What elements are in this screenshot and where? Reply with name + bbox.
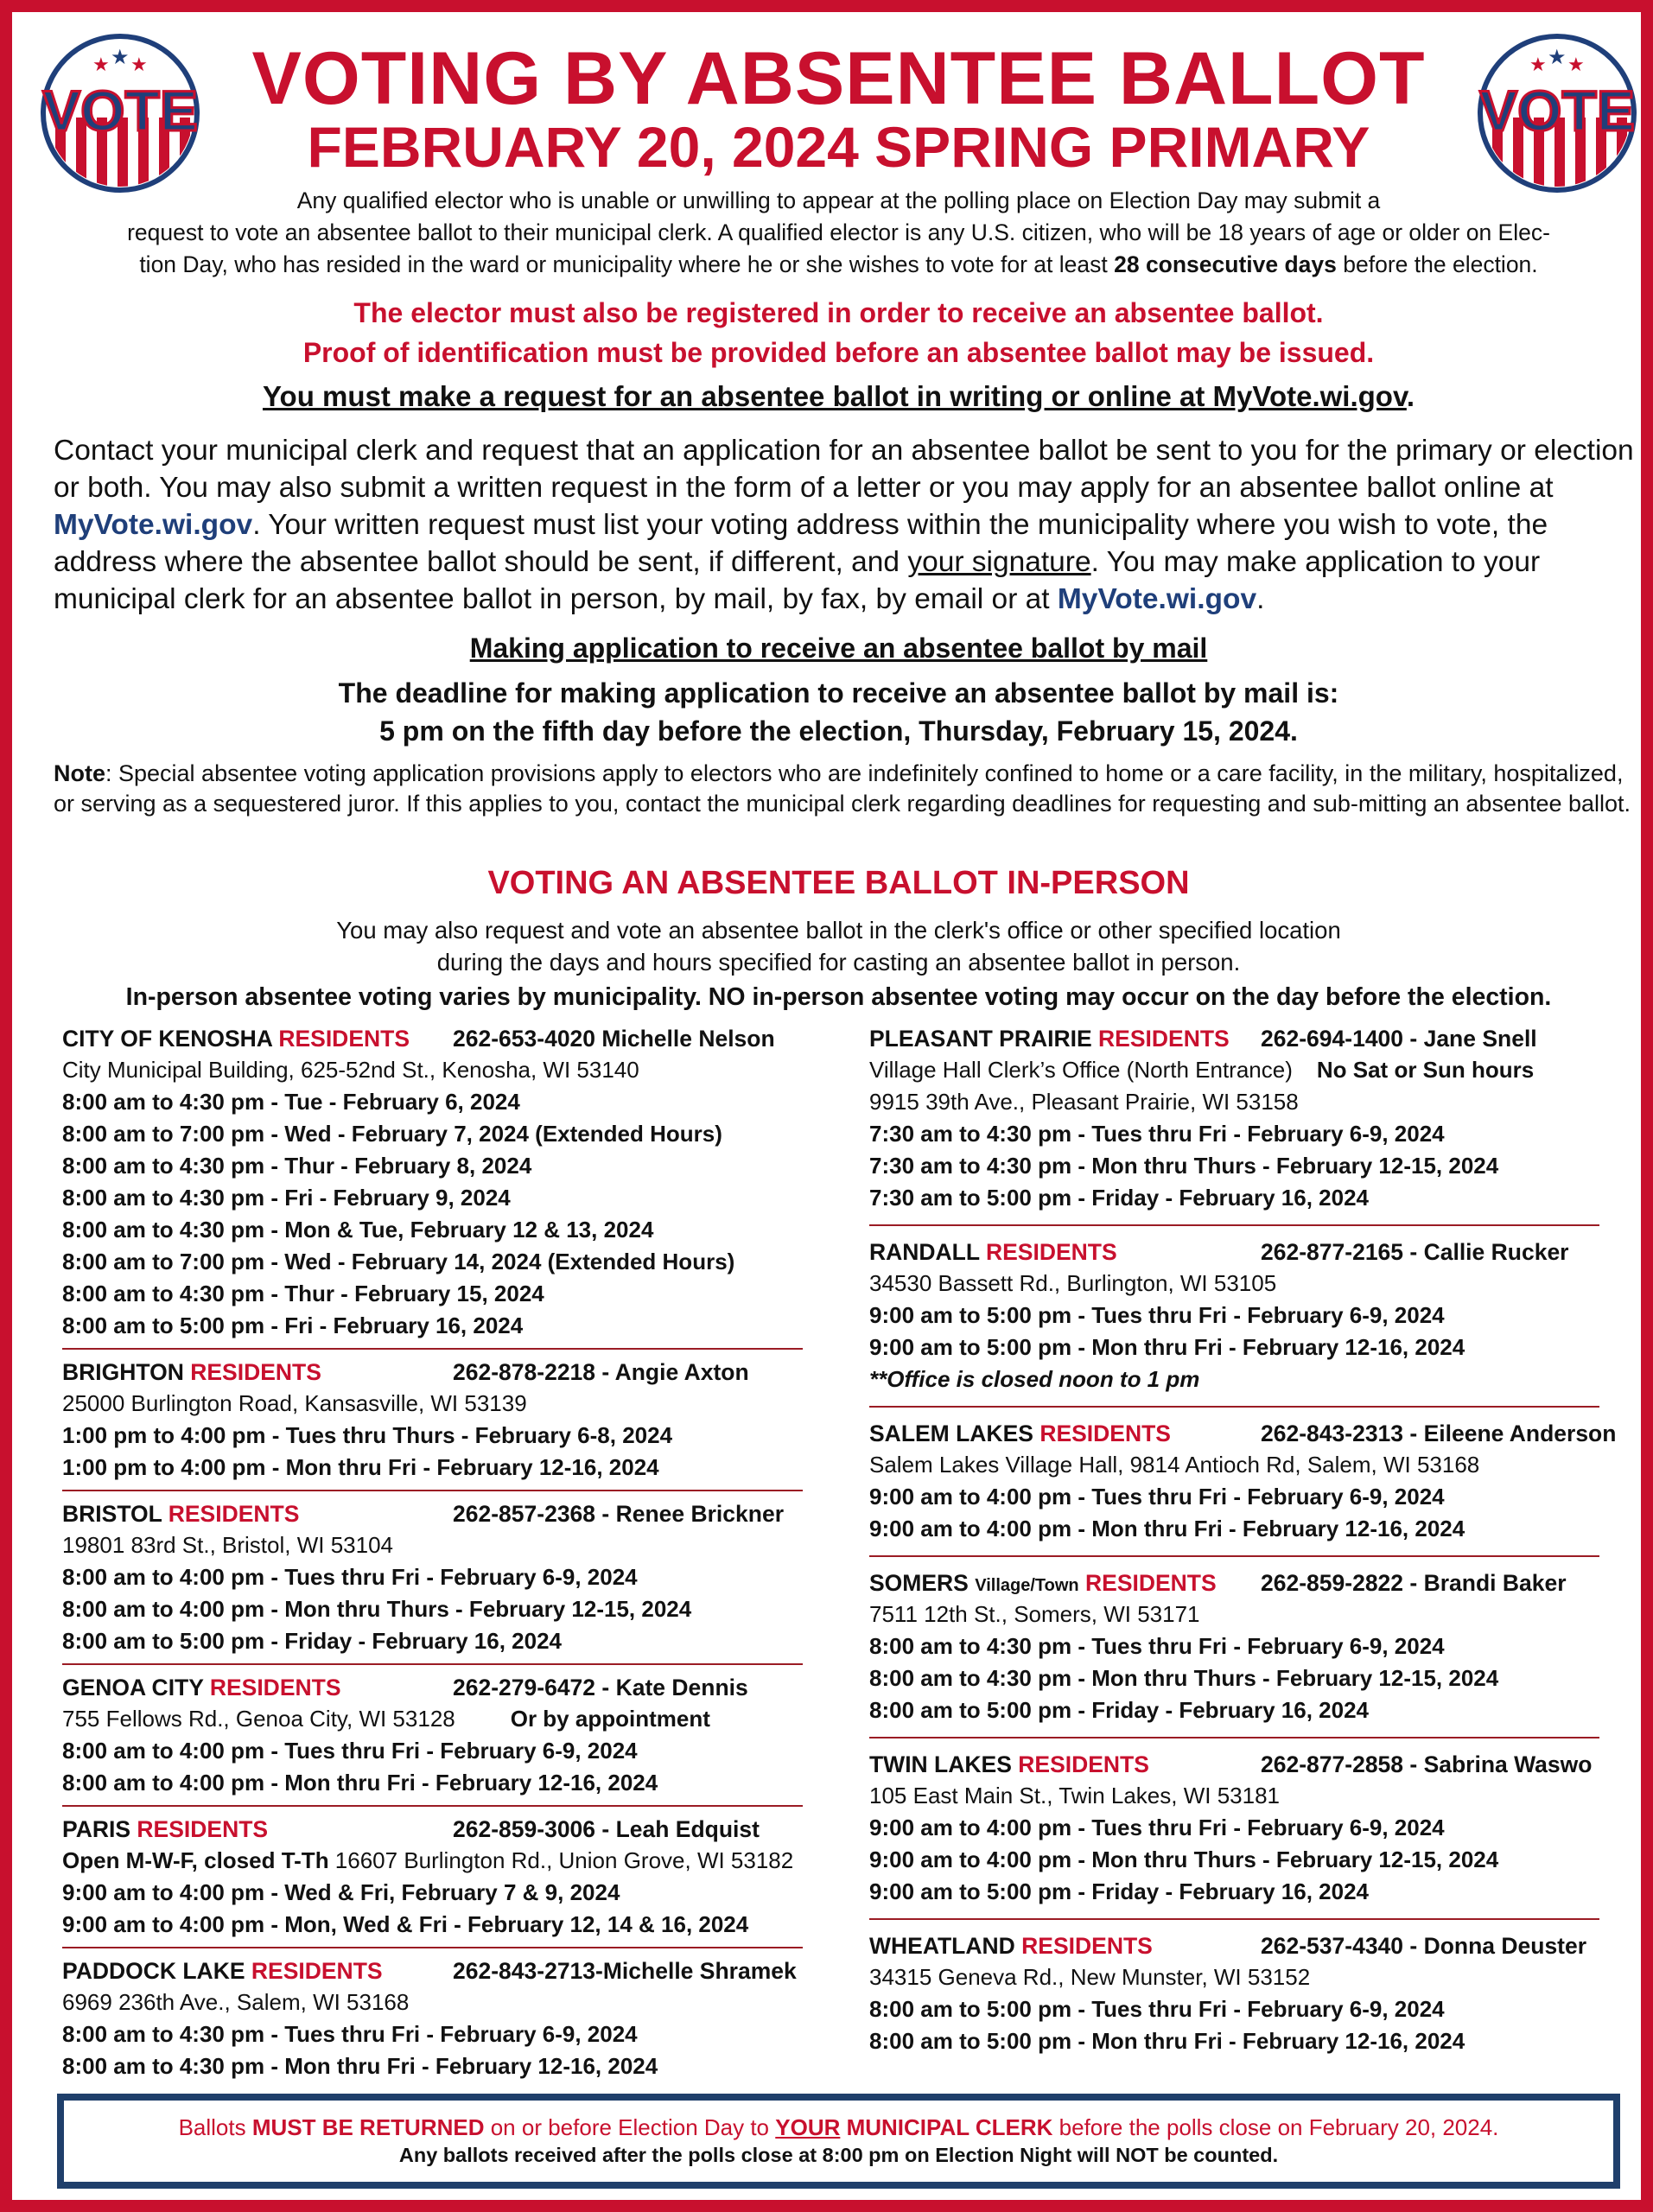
muni-hours: 7:30 am to 5:00 pm - Friday - February 16, 2024 <box>869 1185 1370 1211</box>
muni-hours: 8:00 am to 5:00 pm - Friday - February 16, 2024 <box>869 1697 1370 1723</box>
contact-paragraph: Contact your municipal clerk and request that an application for an absentee ballot be sent to you for the primary or election or both. You may also submit a written request in the form of a letter or you may apply for an absentee ballot online at MyVote.wi.gov. Your written request must list your voting address within the municipality where you wish to vote, the address where the absentee ballot should be sent, if different, and your signature. You may make application to your municipal clerk for an absentee ballot in person, by mail, by fax, by email or at MyVote.wi.gov. <box>54 435 1634 615</box>
muni-address: Open M-W-F, closed T-Th 16607 Burlington Rd., Union Grove, WI 53182 <box>62 1847 794 1873</box>
muni-name: BRISTOL RESIDENTS <box>62 1501 300 1527</box>
muni-randall <box>869 1236 1599 1395</box>
muni-phone: 262-537-4340 - Donna Deuster <box>1261 1933 1587 1959</box>
muni-address: 34315 Geneva Rd., New Munster, WI 53152 <box>869 1964 1311 1990</box>
right-municipality-column <box>869 1023 1617 2057</box>
muni-hours: 9:00 am to 4:00 pm - Mon, Wed & Fri - February 12, 14 & 16, 2024 <box>62 1911 749 1937</box>
divider <box>62 1490 803 1491</box>
muni-wheatland <box>869 1930 1599 2057</box>
late-ballot-warning: Any ballots received after the polls close at 8:00 pm on Election Night will NOT be counted. <box>398 2144 1279 2166</box>
muni-name: SOMERS Village/Town RESIDENTS <box>869 1570 1217 1596</box>
muni-hours: 8:00 am to 4:30 pm - Tue - February 6, 2024 <box>62 1089 520 1115</box>
muni-phone: 262-859-3006 - Leah Edquist <box>453 1816 760 1842</box>
vote-badge-right <box>1475 31 1639 195</box>
mail-deadline: The deadline for making application to receive an absentee ballot by mail is: 5 pm on the fifth day before the election, Thursday, February 15, 2024. <box>338 677 1339 747</box>
muni-address: 19801 83rd St., Bristol, WI 53104 <box>62 1532 393 1558</box>
muni-hours: 8:00 am to 4:00 pm - Mon thru Fri - February 12-16, 2024 <box>62 1770 658 1796</box>
return-deadline-box <box>57 2094 1620 2189</box>
muni-address: 105 East Main St., Twin Lakes, WI 53181 <box>869 1783 1280 1808</box>
inperson-heading: VOTING AN ABSENTEE BALLOT IN-PERSON <box>487 865 1190 901</box>
svg-text:★: ★ <box>1548 45 1567 69</box>
muni-kenosha <box>62 1023 805 1342</box>
muni-hours: 9:00 am to 4:00 pm - Mon thru Thurs - February 12-15, 2024 <box>869 1847 1499 1872</box>
muni-paddock-lake <box>62 1955 805 2082</box>
muni-name: PLEASANT PRAIRIE RESIDENTS <box>869 1026 1230 1052</box>
svg-text:★: ★ <box>1529 54 1547 76</box>
muni-name: CITY OF KENOSHA RESIDENTS <box>62 1026 410 1052</box>
muni-hours: 9:00 am to 4:00 pm - Tues thru Fri - February 6-9, 2024 <box>869 1815 1445 1840</box>
svg-text:★: ★ <box>1567 54 1585 76</box>
muni-hours: 9:00 am to 4:00 pm - Mon thru Fri - February 12-16, 2024 <box>869 1516 1465 1541</box>
muni-address: 7511 12th St., Somers, WI 53171 <box>869 1601 1200 1627</box>
muni-hours: 9:00 am to 5:00 pm - Mon thru Fri - February 12-16, 2024 <box>869 1334 1465 1360</box>
muni-name: GENOA CITY RESIDENTS <box>62 1675 341 1700</box>
intro-line-2: request to vote an absentee ballot to their municipal clerk. A qualified elector is any U.S. citizen, who will be 18 years of age or older on Elec- <box>127 219 1550 245</box>
vote-badge-right-text: VOTE <box>1479 79 1635 143</box>
inperson-intro: You may also request and vote an absentee ballot in the clerk's office or other specified location during the days and hours specified for casting an absentee ballot in person. <box>336 917 1341 976</box>
hours-note: No Sat or Sun hours <box>1316 1057 1535 1083</box>
muni-name: BRIGHTON RESIDENTS <box>62 1359 321 1385</box>
muni-name: PADDOCK LAKE RESIDENTS <box>62 1958 383 1984</box>
muni-phone: 262-279-6472 - Kate Dennis <box>453 1675 748 1700</box>
muni-hours: 7:30 am to 4:30 pm - Tues thru Fri - February 6-9, 2024 <box>869 1121 1445 1147</box>
page-title: VOTING BY ABSENTEE BALLOT <box>251 37 1426 120</box>
muni-phone: 262-694-1400 - Jane Snell <box>1261 1026 1537 1052</box>
muni-hours: 8:00 am to 4:30 pm - Mon thru Fri - February 12-16, 2024 <box>62 2053 658 2079</box>
divider <box>62 1947 803 1948</box>
divider <box>869 1737 1599 1738</box>
muni-phone: 262-857-2368 - Renee Brickner <box>453 1501 785 1527</box>
myvote-link[interactable]: MyVote.wi.gov <box>54 509 253 541</box>
left-municipality-column <box>62 1023 805 2082</box>
muni-name: PARIS RESIDENTS <box>62 1816 269 1842</box>
muni-address: Salem Lakes Village Hall, 9814 Antioch Rd, Salem, WI 53168 <box>869 1452 1480 1478</box>
muni-name: WHEATLAND RESIDENTS <box>869 1933 1153 1959</box>
muni-address: 25000 Burlington Road, Kansasville, WI 53139 <box>62 1390 527 1416</box>
muni-hours: 8:00 am to 4:30 pm - Fri - February 9, 2024 <box>62 1185 511 1211</box>
muni-hours: 7:30 am to 4:30 pm - Mon thru Thurs - February 12-15, 2024 <box>869 1153 1499 1179</box>
muni-hours: 8:00 am to 4:30 pm - Thur - February 8, 2024 <box>62 1153 532 1179</box>
divider <box>869 1555 1599 1557</box>
svg-text:★: ★ <box>92 54 110 76</box>
muni-hours: 8:00 am to 4:30 pm - Tues thru Fri - February 6-9, 2024 <box>869 1633 1445 1659</box>
muni-twin-lakes <box>869 1749 1599 1908</box>
muni-brighton <box>62 1357 805 1484</box>
signature-text: your signature <box>907 546 1091 578</box>
muni-name: TWIN LAKES RESIDENTS <box>869 1751 1149 1777</box>
muni-hours: 8:00 am to 5:00 pm - Fri - February 16, 2024 <box>62 1313 524 1338</box>
svg-text:★: ★ <box>130 54 148 76</box>
muni-hours: 8:00 am to 5:00 pm - Tues thru Fri - February 6-9, 2024 <box>869 1996 1445 2022</box>
muni-address-2: 9915 39th Ave., Pleasant Prairie, WI 53158 <box>869 1089 1299 1115</box>
divider <box>62 1348 803 1350</box>
muni-salem-lakes <box>869 1418 1617 1545</box>
muni-hours: 1:00 pm to 4:00 pm - Mon thru Fri - February 12-16, 2024 <box>62 1454 659 1480</box>
office-closed-note: **Office is closed noon to 1 pm <box>869 1366 1200 1392</box>
muni-phone: 262-843-2713-Michelle Shramek <box>453 1958 797 1984</box>
return-deadline-line: Ballots MUST BE RETURNED on or before Election Day to YOUR MUNICIPAL CLERK before the polls close on February 20, 2024. <box>178 2114 1499 2140</box>
request-notice: You must make a request for an absentee ballot in writing or online at MyVote.wi.gov. <box>262 380 1415 412</box>
intro-line-1: Any qualified elector who is unable or unwilling to appear at the polling place on Election Day may submit a <box>296 188 1381 213</box>
myvote-link-2[interactable]: MyVote.wi.gov <box>1057 583 1257 615</box>
intro-line-3: tion Day, who has resided in the ward or municipality where he or she wishes to vote for at least 28 consecutive days before the election. <box>139 251 1538 277</box>
muni-paris <box>62 1814 805 1941</box>
muni-hours: 8:00 am to 4:00 pm - Tues thru Fri - February 6-9, 2024 <box>62 1564 638 1590</box>
muni-pleasant-prairie <box>869 1023 1599 1214</box>
muni-address: 755 Fellows Rd., Genoa City, WI 53128 Or by appointment <box>62 1706 710 1732</box>
muni-hours: 8:00 am to 7:00 pm - Wed - February 7, 2024 (Extended Hours) <box>62 1121 722 1147</box>
muni-address: Village Hall Clerk’s Office (North Entrance) No Sat or Sun hours <box>869 1057 1535 1083</box>
muni-hours: 8:00 am to 4:30 pm - Tues thru Fri - February 6-9, 2024 <box>62 2021 638 2047</box>
page-subtitle: FEBRUARY 20, 2024 SPRING PRIMARY <box>307 115 1370 179</box>
muni-bristol <box>62 1498 805 1657</box>
muni-genoa-city <box>62 1672 805 1799</box>
divider <box>869 1224 1599 1226</box>
appointment-note: Or by appointment <box>510 1706 710 1732</box>
muni-hours: 1:00 pm to 4:00 pm - Tues thru Thurs - February 6-8, 2024 <box>62 1422 673 1448</box>
muni-hours: 8:00 am to 5:00 pm - Friday - February 16, 2024 <box>62 1628 563 1654</box>
inperson-note: In-person absentee voting varies by municipality. NO in-person absentee voting may occur on the day before the election. <box>125 983 1552 1011</box>
muni-name: RANDALL RESIDENTS <box>869 1239 1117 1265</box>
muni-name: SALEM LAKES RESIDENTS <box>869 1421 1171 1446</box>
muni-address: City Municipal Building, 625-52nd St., Kenosha, WI 53140 <box>62 1057 639 1083</box>
divider <box>62 1805 803 1807</box>
divider <box>869 1406 1599 1408</box>
muni-hours: 9:00 am to 5:00 pm - Tues thru Fri - February 6-9, 2024 <box>869 1302 1445 1328</box>
muni-hours: 8:00 am to 4:00 pm - Tues thru Fri - February 6-9, 2024 <box>62 1738 638 1764</box>
special-note: Note: Special absentee voting application provisions apply to electors who are indefinitely confined to home or a care facility, in the military, hospitalized, or serving as a sequestered juror. If this applies to you, contact the municipal clerk regarding deadlines for requesting and sub-mitting an absentee ballot. <box>54 760 1631 817</box>
mail-application-heading: Making application to receive an absentee ballot by mail <box>469 632 1208 664</box>
id-notice: Proof of identification must be provided before an absentee ballot may be issued. <box>302 337 1375 368</box>
muni-phone: 262-859-2822 - Brandi Baker <box>1261 1570 1567 1596</box>
muni-address: 6969 236th Ave., Salem, WI 53168 <box>62 1989 410 2015</box>
muni-phone: 262-877-2165 - Callie Rucker <box>1261 1239 1569 1265</box>
registration-notice: The elector must also be registered in order to receive an absentee ballot. <box>353 297 1324 328</box>
divider <box>869 1918 1599 1920</box>
muni-hours: 8:00 am to 4:30 pm - Mon & Tue, February 12 & 13, 2024 <box>62 1217 654 1243</box>
muni-somers <box>869 1567 1599 1726</box>
vote-badge-left <box>38 31 202 195</box>
muni-phone: 262-653-4020 Michelle Nelson <box>453 1026 775 1052</box>
svg-text:★: ★ <box>111 45 130 69</box>
muni-hours: 8:00 am to 4:00 pm - Mon thru Thurs - February 12-15, 2024 <box>62 1596 692 1622</box>
muni-address: 34530 Bassett Rd., Burlington, WI 53105 <box>869 1270 1277 1296</box>
vote-badge-left-text: VOTE <box>42 79 198 143</box>
muni-hours: 8:00 am to 7:00 pm - Wed - February 14, 2024 (Extended Hours) <box>62 1249 735 1274</box>
muni-phone: 262-843-2313 - Eileene Anderson <box>1261 1421 1617 1446</box>
muni-hours: 8:00 am to 4:30 pm - Thur - February 15, 2024 <box>62 1281 544 1306</box>
muni-phone: 262-877-2858 - Sabrina Waswo <box>1261 1751 1593 1777</box>
intro-paragraph <box>55 185 1622 281</box>
muni-hours: 8:00 am to 5:00 pm - Mon thru Fri - February 12-16, 2024 <box>869 2028 1465 2054</box>
muni-phone: 262-878-2218 - Angie Axton <box>453 1359 749 1385</box>
muni-hours: 9:00 am to 4:00 pm - Tues thru Fri - February 6-9, 2024 <box>869 1484 1445 1510</box>
divider <box>62 1663 803 1665</box>
muni-hours: 9:00 am to 4:00 pm - Wed & Fri, February 7 & 9, 2024 <box>62 1879 620 1905</box>
muni-hours: 9:00 am to 5:00 pm - Friday - February 16, 2024 <box>869 1878 1370 1904</box>
muni-hours: 8:00 am to 4:30 pm - Mon thru Thurs - February 12-15, 2024 <box>869 1665 1499 1691</box>
consecutive-days: 28 consecutive days <box>1114 251 1337 277</box>
